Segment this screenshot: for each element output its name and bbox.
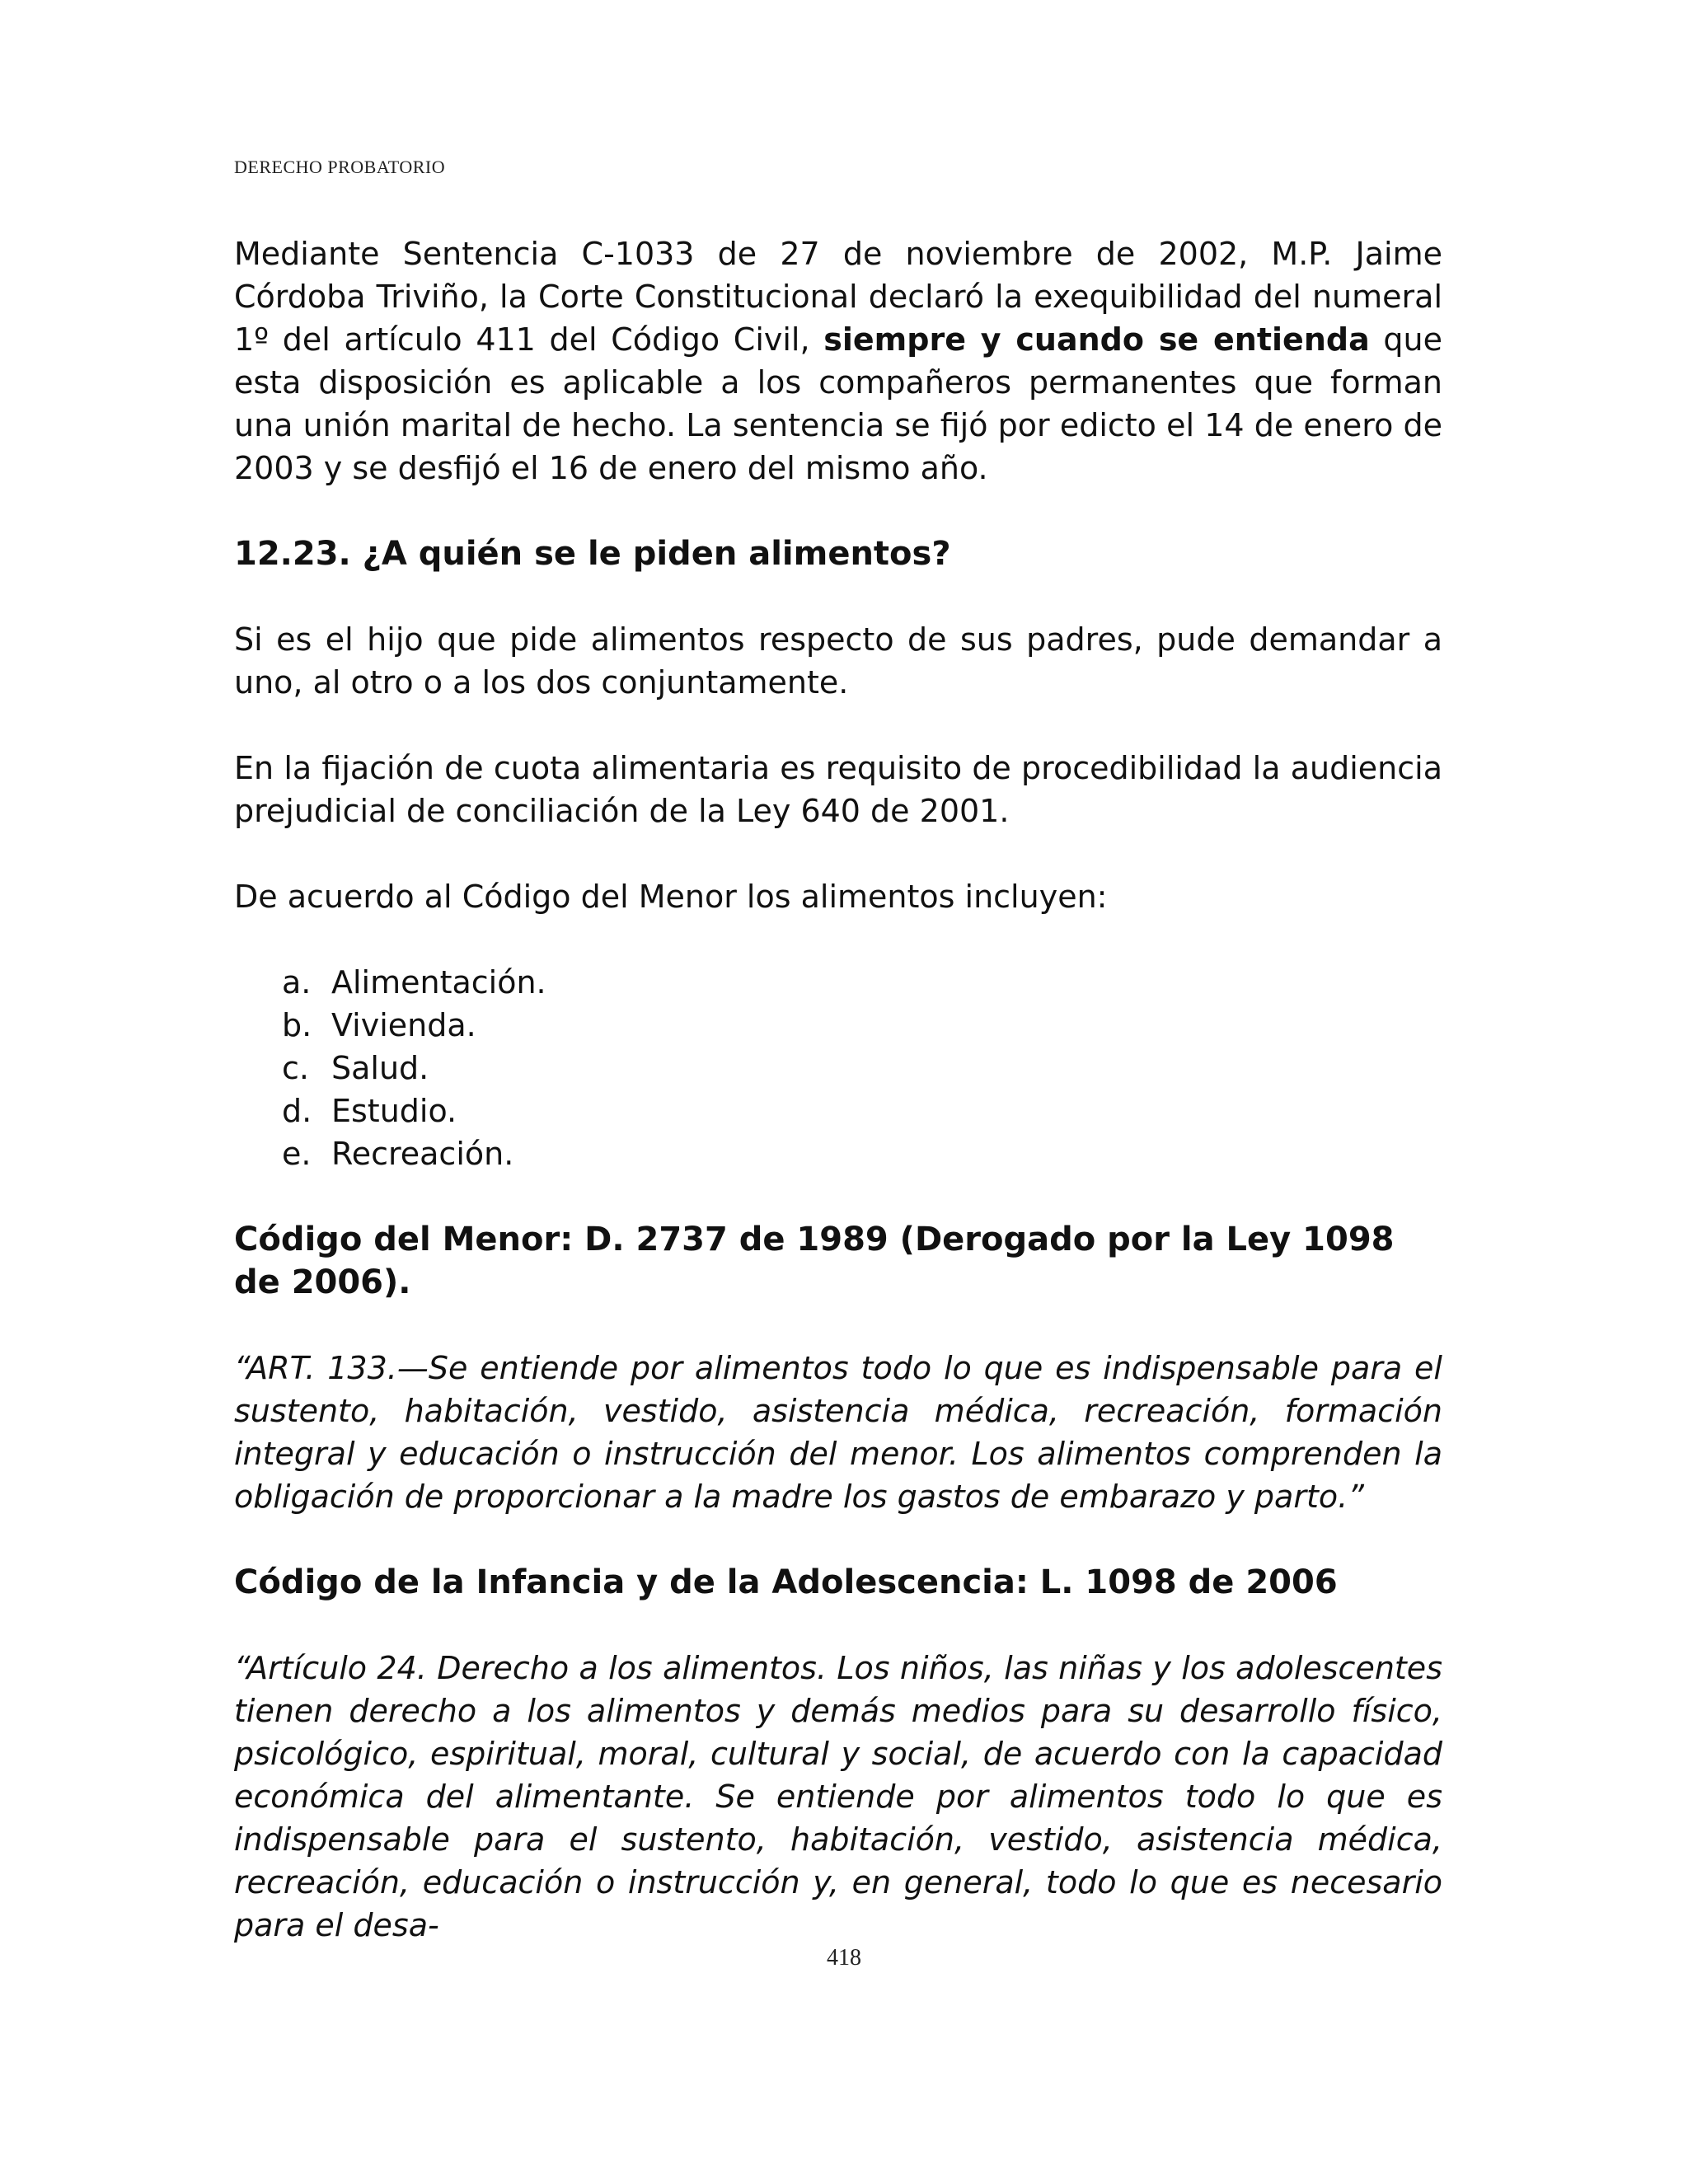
list-item (282, 1090, 1442, 1132)
intro-text-start: Mediante Sentencia C-1033 de 27 de noviembre de 2002, M.P. Jaime Córdoba Triviño, la Corte Constitucional declaró la exequibilidad del numeral 1º del artículo 411 del Código Civil, (234, 236, 1442, 358)
intro-paragraph (234, 232, 1442, 490)
section-heading: 12.23. ¿A quién se le piden alimentos? (234, 535, 951, 573)
list-marker: d. (282, 1093, 312, 1129)
list-marker: a. (282, 964, 312, 1001)
codigo-infancia-quote: “Artículo 24. Derecho a los alimentos. Los niños, las niñas y los adolescentes tienen derecho a los alimentos y demás medios para su desarrollo físico, psicológico, espiritual, moral, cultural y social, de acuerdo con la capacidad económica del alimentante. Se entiende por alimentos todo lo que es indispensable para el sustento, habitación, vestido, asistencia médica, recreación, educación o instrucción y, en general, todo lo que es necesario para el desa- (234, 1650, 1442, 1943)
list-marker: e. (282, 1136, 312, 1172)
intro-text-end: que esta disposición es aplicable a los compañeros permanentes que forman una unión marital de hecho. La sentencia se fijó por edicto el 14 de enero de 2003 y se desfijó el 16 de enero del mismo año. (234, 321, 1442, 486)
codigo-menor-heading: Código del Menor: D. 2737 de 1989 (Derogado por la Ley 1098 de 2006). (234, 1221, 1395, 1301)
list-item (282, 1132, 1442, 1175)
list-item (282, 961, 1442, 1004)
list-item-text: Alimentación. (331, 964, 546, 1001)
codigo-menor-quote: “ART. 133.—Se entiende por alimentos todo lo que es indispensable para el sustento, habitación, vestido, asistencia médica, recreación, formación integral y educación o instrucción del menor. Los alimentos comprenden la obligación de proporcionar a la madre los gastos de embarazo y parto.” (234, 1350, 1442, 1515)
list-marker: b. (282, 1007, 312, 1043)
section-paragraph-3: De acuerdo al Código del Menor los alimentos incluyen: (234, 879, 1108, 915)
list-item-text: Estudio. (331, 1093, 457, 1129)
list-item (282, 1047, 1442, 1090)
list-item-text: Recreación. (331, 1136, 514, 1172)
intro-bold-phrase: siempre y cuando se entienda (823, 321, 1370, 358)
page-body (234, 232, 1442, 1947)
list-item-text: Vivienda. (331, 1007, 476, 1043)
section-paragraph-1: Si es el hijo que pide alimentos respecto de sus padres, pude demandar a uno, al otro o a los dos conjuntamente. (234, 621, 1442, 701)
list-item-text: Salud. (331, 1050, 429, 1086)
section-paragraph-2: En la fijación de cuota alimentaria es requisito de procedibilidad la audiencia prejudicial de conciliación de la Ley 640 de 2001. (234, 750, 1442, 829)
page-number: 418 (827, 1945, 861, 1971)
alimentos-list (234, 961, 1442, 1175)
running-header: DERECHO PROBATORIO (234, 157, 446, 177)
list-item (282, 1004, 1442, 1047)
codigo-infancia-heading: Código de la Infancia y de la Adolescencia: L. 1098 de 2006 (234, 1563, 1338, 1601)
list-marker: c. (282, 1050, 309, 1086)
